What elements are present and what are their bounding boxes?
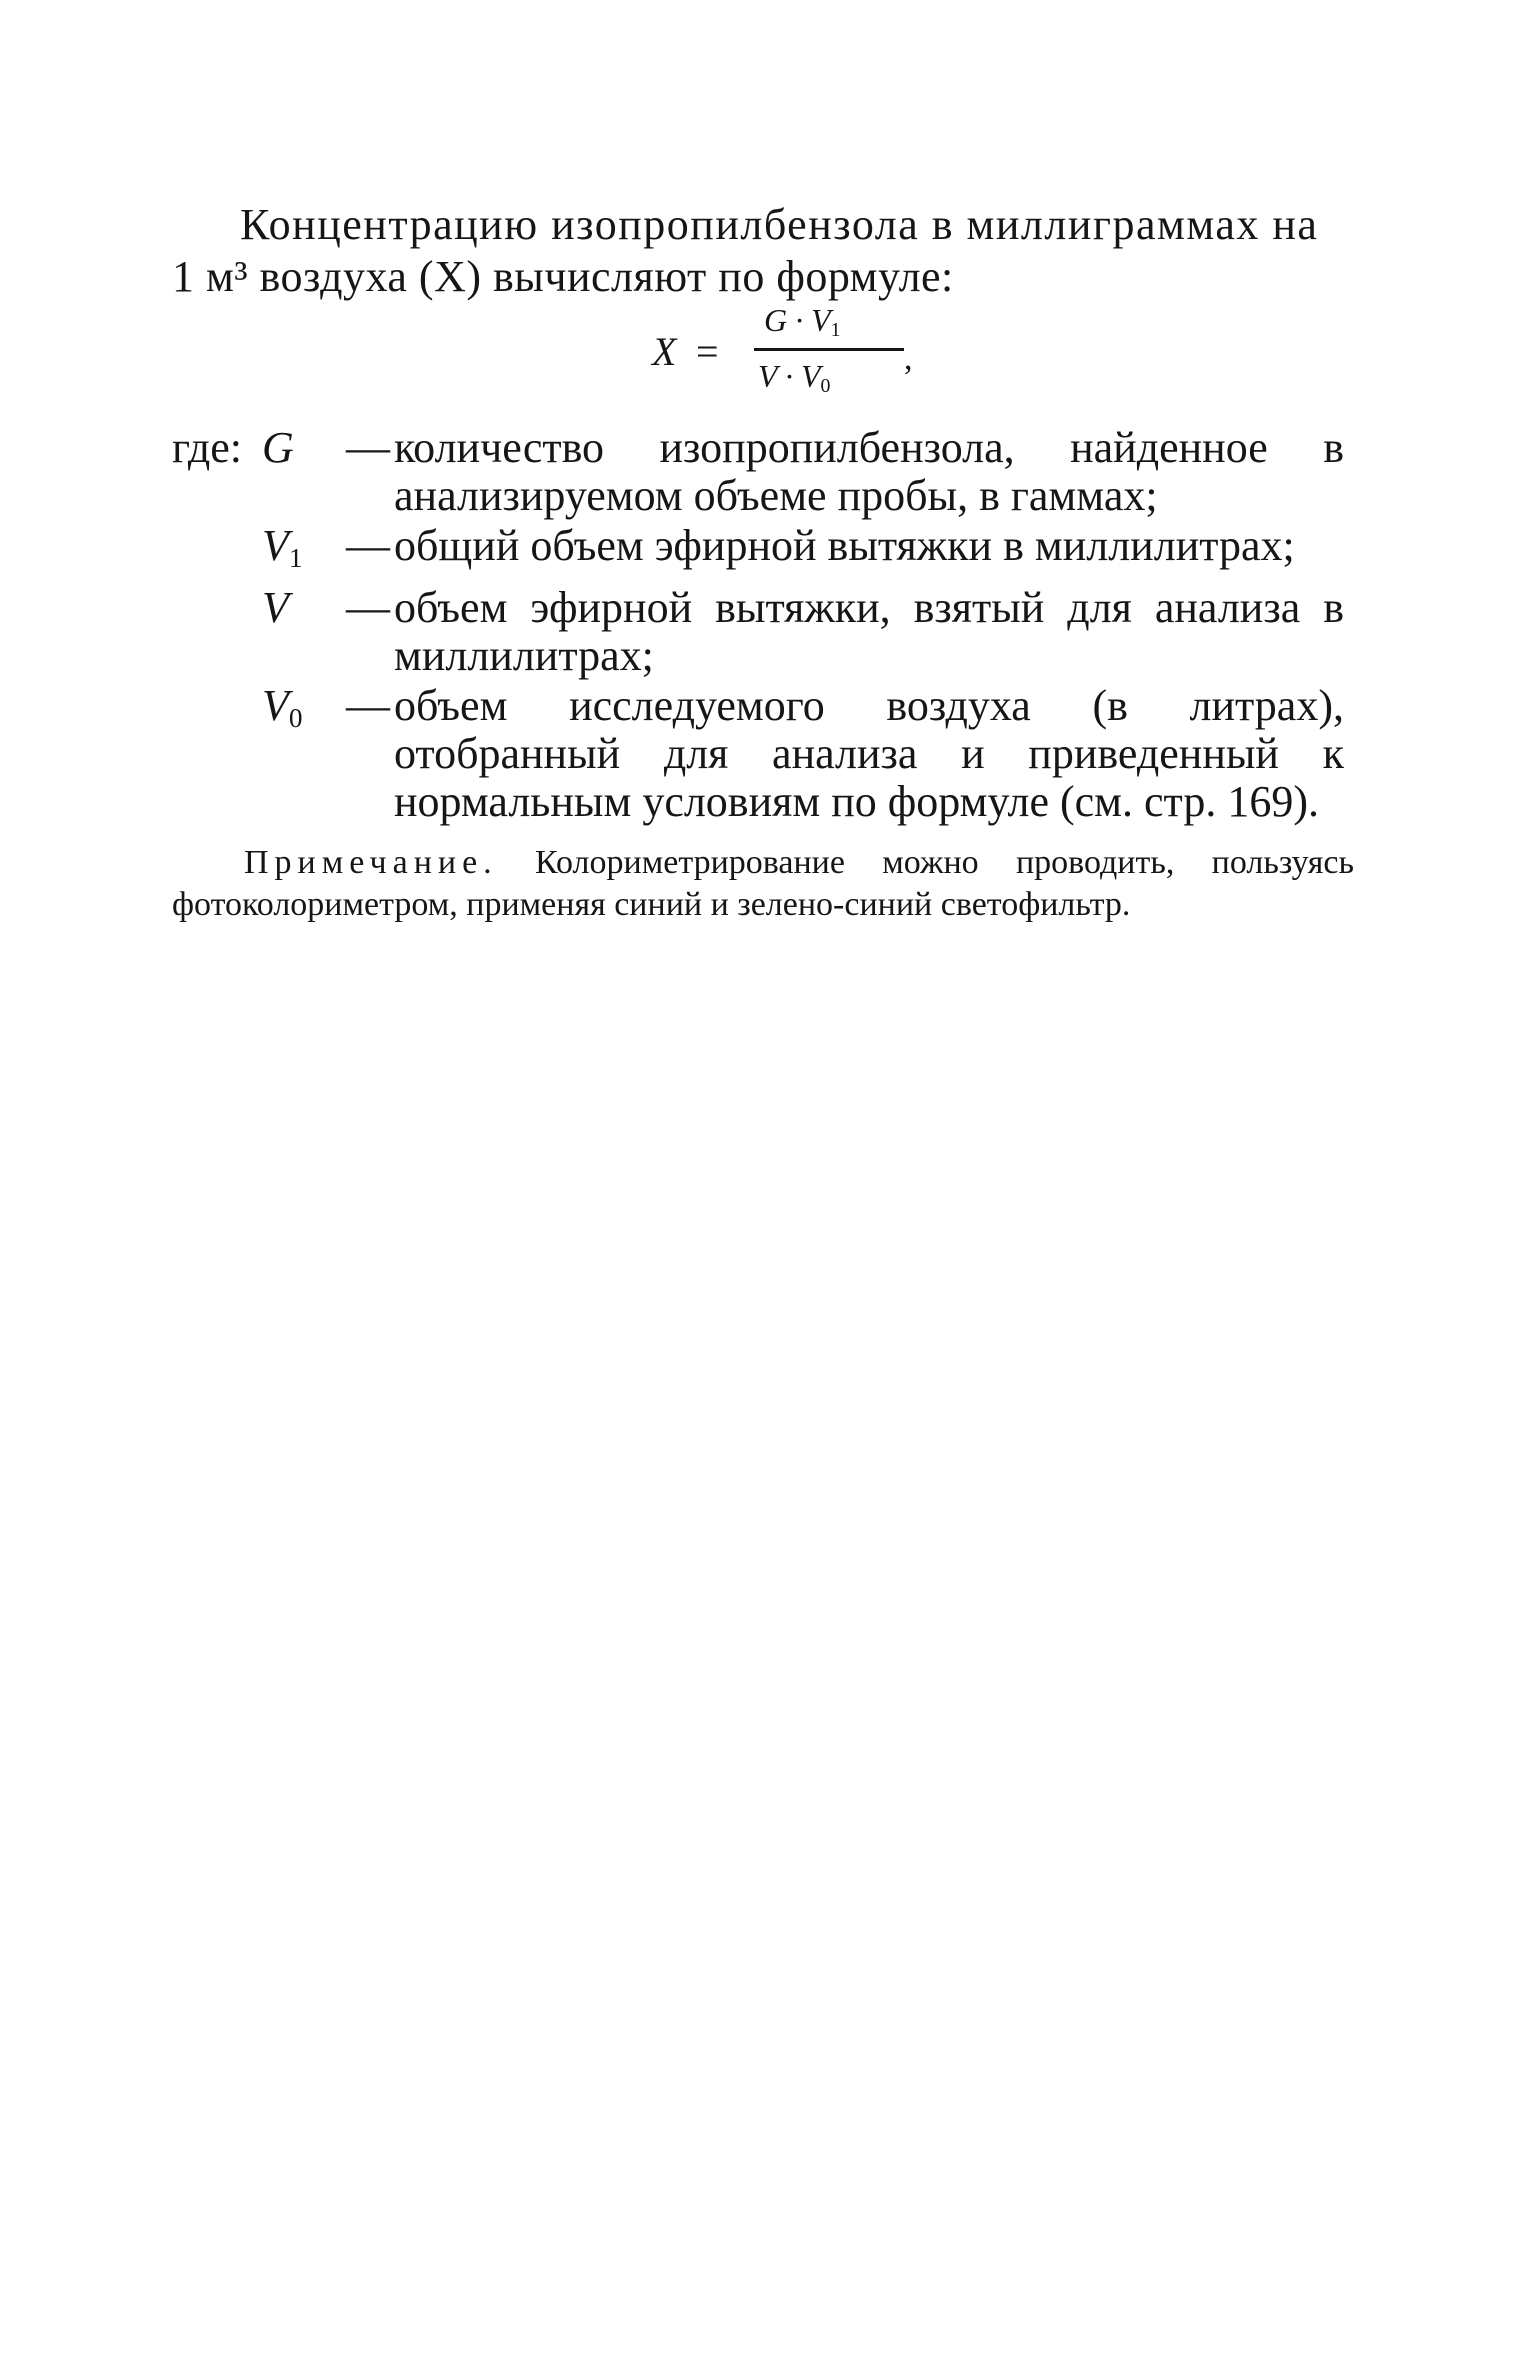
definition-symbol [262, 522, 342, 582]
definitions-lead: где: [172, 423, 242, 472]
definition-item [172, 584, 1352, 680]
intro-line-2: 1 м³ воздуха (X) вычисляют по формуле: [172, 252, 954, 301]
definition-symbol [262, 584, 342, 680]
note-label: Примечание. [244, 844, 498, 881]
fraction-bar [754, 348, 904, 351]
formula-numerator-sub: 1 [830, 318, 841, 341]
definitions-lead-spacer [172, 584, 262, 680]
definitions-lead-spacer [172, 522, 262, 582]
formula-lhs: X [652, 329, 677, 374]
formula-comma: , [904, 340, 913, 377]
formula [652, 300, 912, 410]
definition-dash: — [346, 423, 390, 472]
definition-item [172, 682, 1352, 826]
definition-dash: — [346, 680, 390, 730]
definition-symbol [262, 424, 342, 520]
definition-symbol [262, 682, 342, 826]
note-text: Колориметрирование можно проводить, пользуясь фотоколориметром, применяя синий и зелено-синий светофильтр. [172, 844, 1355, 923]
formula-numerator-text: G · V [764, 302, 831, 338]
symbol-sub: 0 [288, 702, 303, 733]
note-paragraph [172, 842, 1354, 926]
symbol-letter: V [262, 582, 289, 632]
intro-line-1: Концентрацию изопропилбензола в миллиграммах на [240, 200, 1319, 249]
formula-numerator [764, 302, 841, 342]
definition-text: общий объем эфирной вытяжки в миллилитрах; [394, 521, 1295, 570]
definition-item [172, 522, 1352, 582]
definitions-list [172, 424, 1352, 826]
definition-dash: — [346, 582, 390, 632]
formula-denominator [758, 358, 830, 398]
formula-equals: = [696, 329, 719, 374]
definition-text: количество изопропилбензола, найденное в анализируемом объеме пробы, в гаммах; [394, 423, 1344, 520]
symbol-letter: V [262, 680, 289, 730]
symbol-letter: V [262, 521, 289, 570]
definition-text: объем эфирной вытяжки, взятый для анализа в миллилитрах; [394, 582, 1344, 680]
formula-denominator-sub: 0 [820, 374, 831, 397]
symbol-sub: 1 [288, 542, 303, 573]
definition-item [172, 424, 1352, 520]
definition-dash: — [346, 521, 390, 570]
definitions-lead-spacer [172, 682, 262, 826]
definition-text: объем исследуемого воздуха (в литрах), отобранный для анализа и приведенный к нормальным условиям по формуле (см. стр. 169). [394, 680, 1344, 826]
symbol-letter: G [262, 423, 294, 472]
formula-denominator-text: V · V [758, 358, 821, 394]
